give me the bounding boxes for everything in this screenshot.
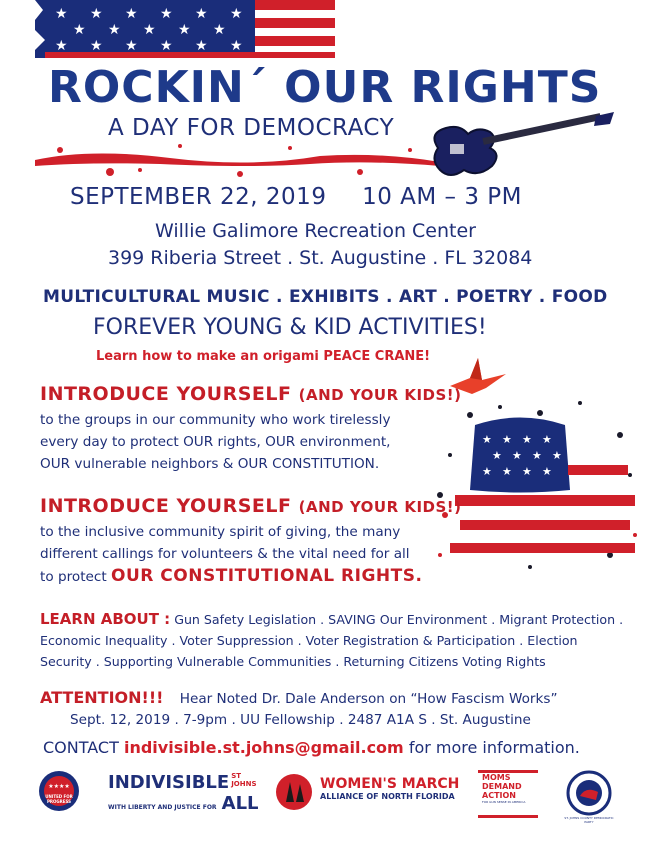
- indivisible-logo: [108, 772, 259, 814]
- event-time: 10 AM – 3 PM: [362, 184, 523, 210]
- svg-text:★: ★: [552, 449, 562, 462]
- guitar-icon: [428, 108, 618, 188]
- svg-text:★: ★: [522, 465, 532, 478]
- learn-line: Security . Supporting Vulnerable Communities . Returning Citizens Voting Rights: [40, 654, 546, 669]
- svg-text:★: ★: [55, 6, 68, 22]
- event-datetime: [70, 184, 522, 210]
- svg-text:★: ★: [532, 449, 542, 462]
- moms-demand-action-logo: [478, 770, 538, 818]
- moms-line-1: MOMS: [482, 773, 511, 782]
- event-activities: MULTICULTURAL MUSIC . EXHIBITS . ART . POETRY . FOOD: [43, 287, 608, 307]
- svg-text:★: ★: [492, 449, 502, 462]
- intro-heading-2-small: (AND YOUR KIDS!): [298, 498, 462, 516]
- svg-text:★: ★: [108, 22, 121, 38]
- intro-2-emphasis: OUR CONSTITUTIONAL RIGHTS.: [111, 566, 423, 586]
- intro-heading-1-small: (AND YOUR KIDS!): [298, 386, 462, 404]
- svg-text:★: ★: [542, 433, 552, 446]
- svg-text:★: ★: [512, 449, 522, 462]
- event-address: 399 Riberia Street . St. Augustine . FL 32084: [108, 247, 533, 269]
- indivisible-st: ST: [231, 772, 242, 780]
- indivisible-tagline: WITH LIBERTY AND JUSTICE FOR: [108, 804, 217, 811]
- indivisible-text: INDIVISIBLE: [108, 772, 230, 793]
- intro-paragraph-1: [40, 409, 391, 475]
- indivisible-all: ALL: [221, 793, 259, 814]
- contact-email-link[interactable]: indivisible.st.johns@gmail.com: [123, 738, 404, 757]
- attention-text: Hear Noted Dr. Dale Anderson on “How Fascism Works”: [179, 691, 558, 707]
- svg-text:★: ★: [542, 465, 552, 478]
- svg-text:★: ★: [90, 6, 103, 22]
- learn-line: Gun Safety Legislation . SAVING Our Environment . Migrant Protection .: [174, 612, 624, 627]
- attention-heading: ATTENTION!!!: [40, 688, 164, 707]
- kid-activities: FOREVER YOUNG & KID ACTIVITIES!: [93, 315, 487, 340]
- united-for-progress-logo: [38, 770, 80, 816]
- intro-2-last-prefix: to protect: [40, 569, 107, 585]
- moms-line-2: DEMAND: [482, 782, 522, 791]
- womens-march-logo: [272, 772, 460, 816]
- intro-heading-1: [40, 383, 462, 405]
- flag-splash-top: [35, 0, 335, 62]
- svg-text:★: ★: [213, 22, 226, 38]
- svg-text:★: ★: [178, 22, 191, 38]
- intro-heading-2-main: INTRODUCE YOURSELF: [40, 495, 292, 517]
- svg-text:★★★★: ★★★★: [48, 783, 70, 790]
- united-logo-icon: [38, 770, 80, 812]
- womens-march-sub: ALLIANCE OF NORTH FLORIDA: [320, 792, 455, 801]
- svg-text:★: ★: [125, 38, 138, 54]
- intro-1-line: every day to protect OUR rights, OUR environment,: [40, 434, 391, 450]
- democratic-party-icon: [566, 770, 612, 816]
- united-logo-text: UNITED FOR PROGRESS: [45, 794, 73, 804]
- intro-2-last-line: [40, 565, 422, 588]
- svg-text:★: ★: [143, 22, 156, 38]
- learn-line: Economic Inequality . Voter Suppression . Voter Registration & Participation . Election: [40, 633, 578, 648]
- indivisible-johns: JOHNS: [231, 780, 257, 788]
- intro-1-line: OUR vulnerable neighbors & OUR CONSTITUTION.: [40, 456, 380, 472]
- learn-about: [40, 609, 630, 672]
- democratic-party-text: ST. JOHNS COUNTY DEMOCRATIC PARTY: [564, 816, 614, 824]
- svg-text:★: ★: [482, 433, 492, 446]
- svg-text:★: ★: [502, 433, 512, 446]
- svg-text:★: ★: [195, 6, 208, 22]
- svg-text:★: ★: [195, 38, 208, 54]
- event-venue: Willie Galimore Recreation Center: [155, 220, 476, 242]
- intro-1-line: to the groups in our community who work tirelessly: [40, 412, 391, 428]
- svg-text:★: ★: [160, 38, 173, 54]
- event-date: SEPTEMBER 22, 2019: [70, 184, 327, 210]
- svg-text:★: ★: [230, 38, 243, 54]
- intro-2-line: different callings for volunteers & the vital need for all: [40, 546, 410, 562]
- origami-note: Learn how to make an origami PEACE CRANE!: [96, 349, 431, 364]
- contact-suffix: for more information.: [408, 738, 580, 757]
- intro-paragraph-2: [40, 521, 422, 588]
- contact-prefix: CONTACT: [43, 738, 119, 757]
- svg-text:★: ★: [230, 6, 243, 22]
- intro-heading-2: [40, 495, 462, 517]
- intro-2-line: to the inclusive community spirit of giving, the many: [40, 524, 401, 540]
- svg-text:★: ★: [55, 38, 68, 54]
- attention-details: Sept. 12, 2019 . 7-9pm . UU Fellowship . 2487 A1A S . St. Augustine: [70, 712, 531, 728]
- learn-heading: LEARN ABOUT :: [40, 610, 171, 628]
- paint-splatter: [30, 140, 450, 180]
- flag-splash-right: [430, 395, 645, 575]
- svg-text:★: ★: [125, 6, 138, 22]
- womens-march-icon: [272, 772, 316, 812]
- event-title: ROCKIN´ OUR RIGHTS: [48, 62, 602, 113]
- svg-text:★: ★: [502, 465, 512, 478]
- svg-text:★: ★: [160, 6, 173, 22]
- democratic-party-logo: [564, 770, 614, 824]
- moms-sub: FOR GUN SENSE IN AMERICA: [482, 800, 526, 804]
- event-subtitle: A DAY FOR DEMOCRACY: [108, 115, 395, 141]
- svg-text:★: ★: [482, 465, 492, 478]
- svg-text:★: ★: [522, 433, 532, 446]
- attention-line: [40, 688, 558, 707]
- womens-march-title: WOMEN'S MARCH: [320, 776, 460, 792]
- svg-text:★: ★: [90, 38, 103, 54]
- contact-line: [43, 738, 580, 757]
- moms-line-3: ACTION: [482, 791, 516, 800]
- svg-text:★: ★: [73, 22, 86, 38]
- intro-heading-1-main: INTRODUCE YOURSELF: [40, 383, 292, 405]
